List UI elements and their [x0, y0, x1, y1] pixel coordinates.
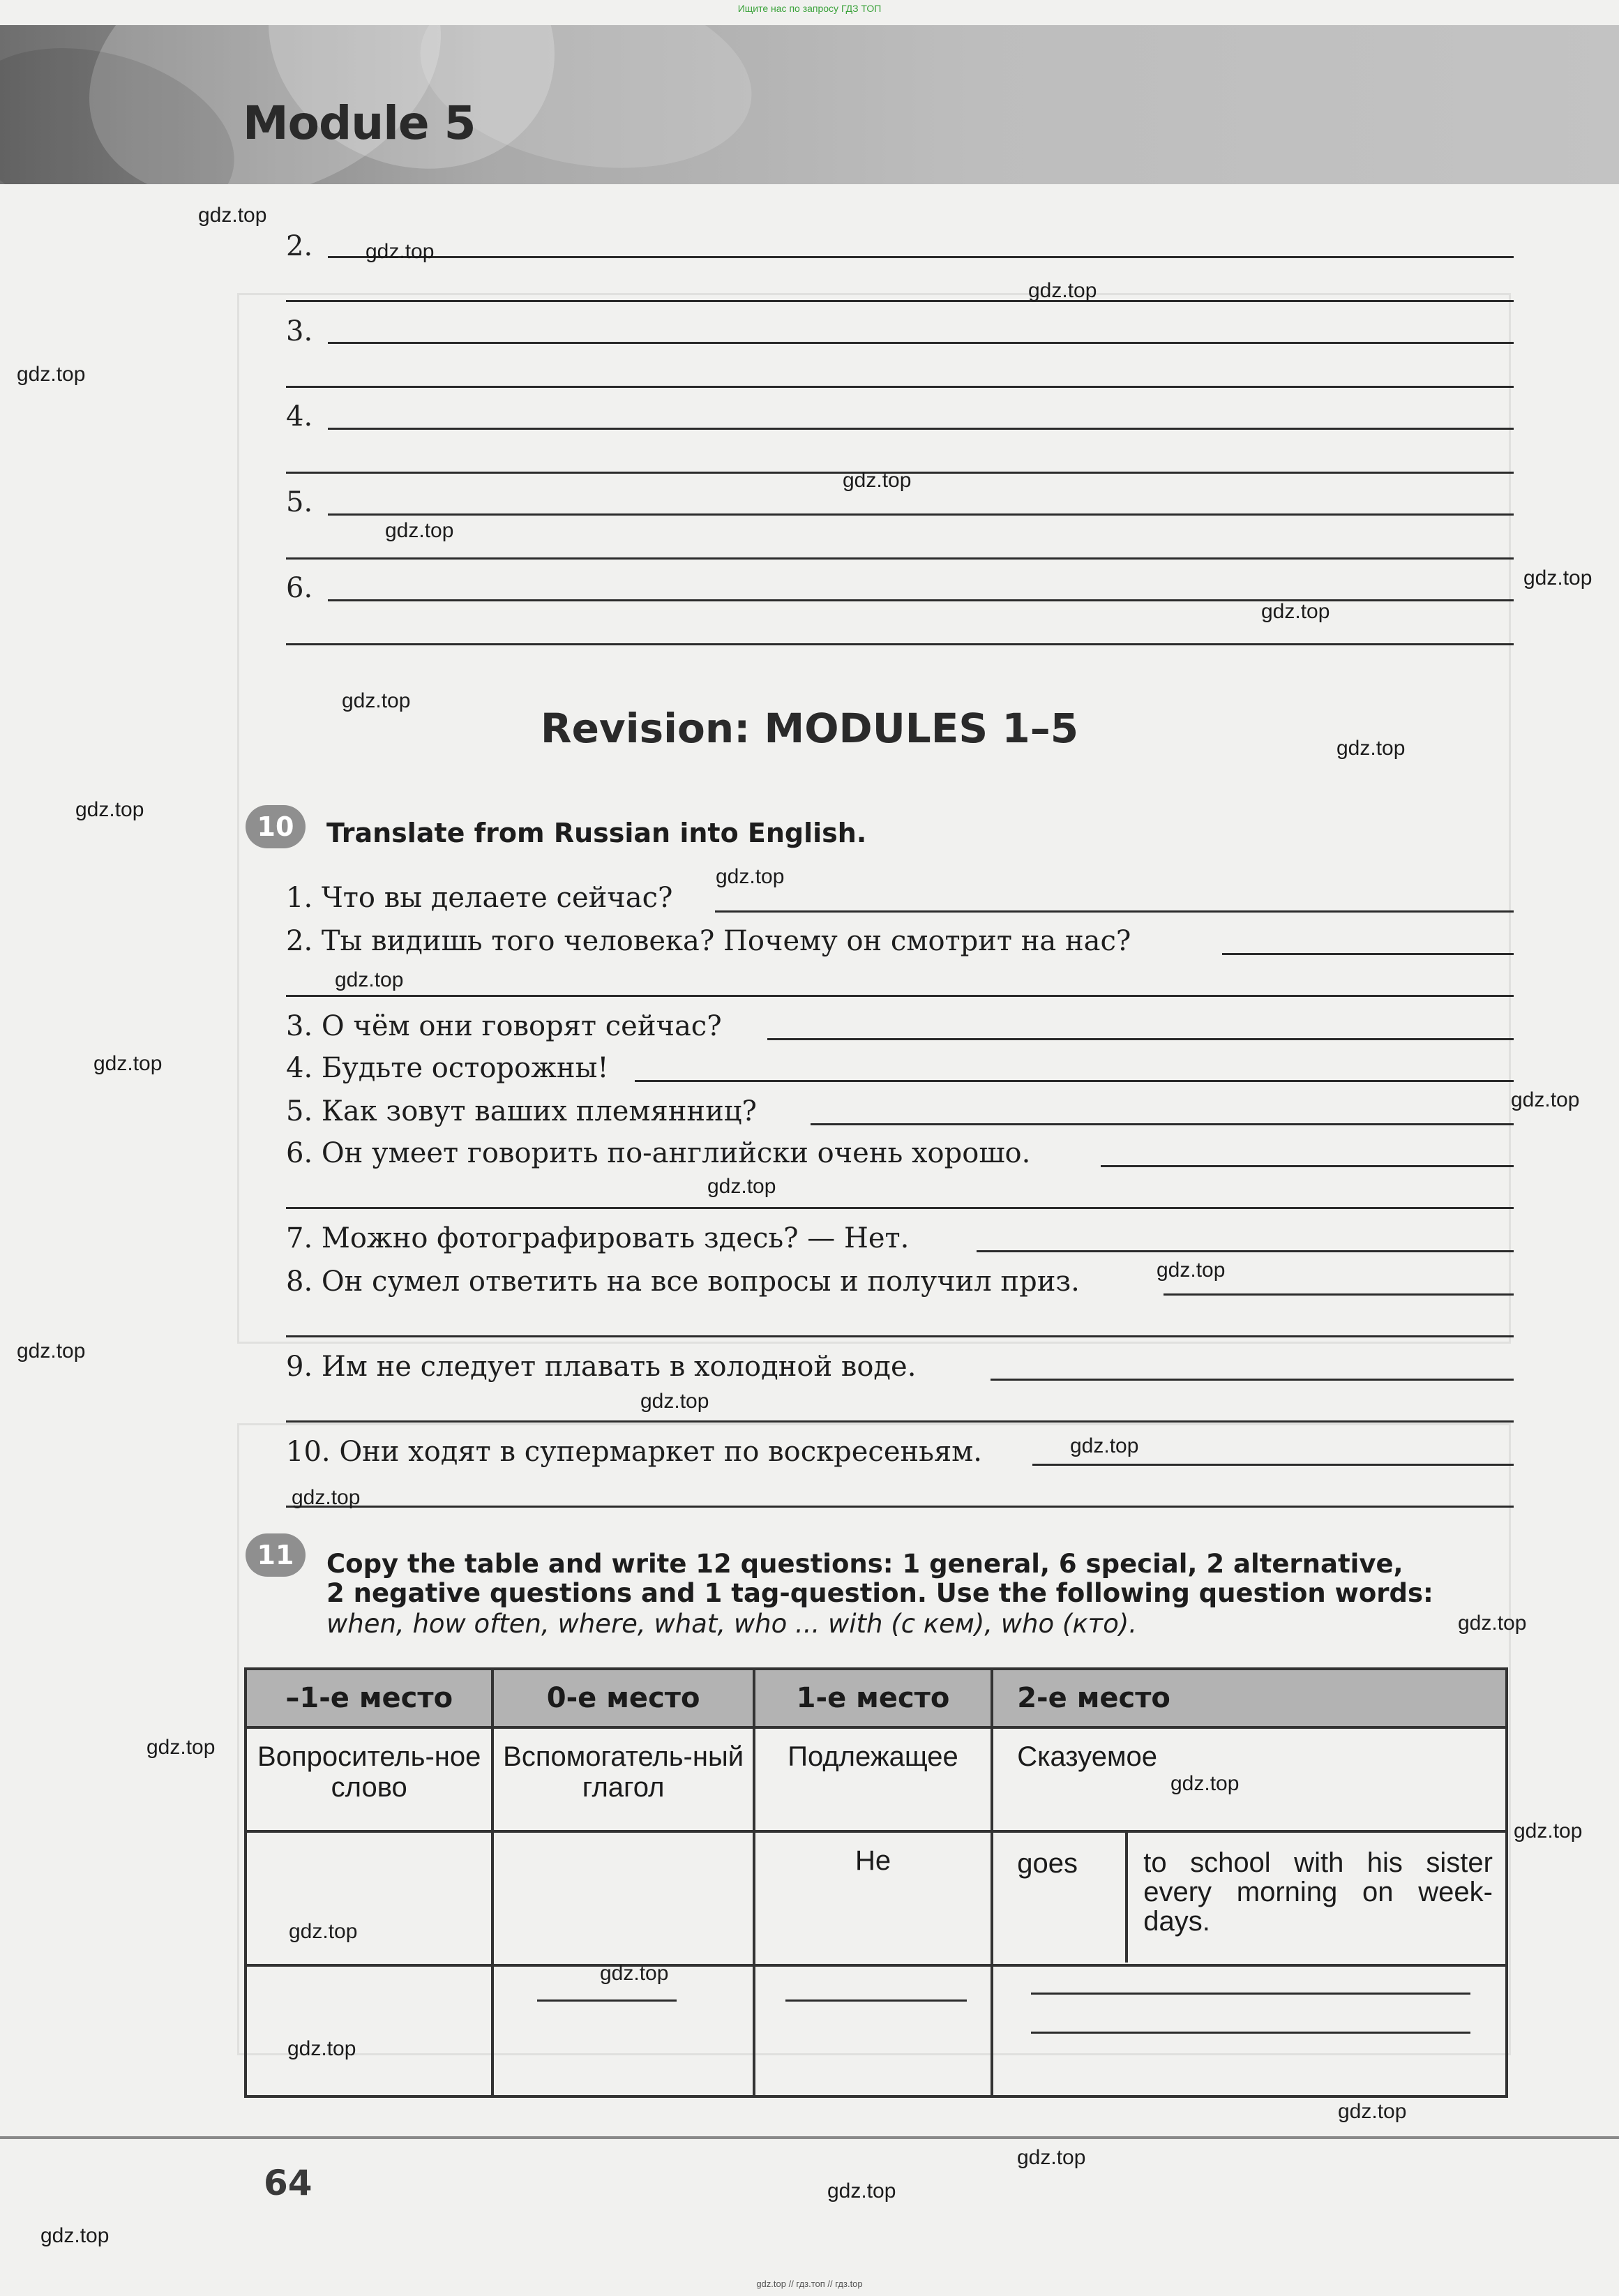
exercise-11-question-words: when, how often, where, what, who ... with (с кем), who (кто).	[326, 1609, 1138, 1639]
table-cell[interactable]	[246, 1831, 492, 1965]
answer-line-number: 3.	[286, 315, 313, 347]
answer-line[interactable]	[286, 1207, 1514, 1209]
answer-line[interactable]	[328, 599, 1514, 601]
table-header-cell: 0-е место	[492, 1669, 753, 1727]
exercise-10-item: 8. Он сумел ответить на все вопросы и получил приз.	[286, 1266, 1080, 1298]
answer-line-number: 5.	[286, 486, 313, 518]
answer-line[interactable]	[328, 428, 1514, 430]
exercise-10-instruction: Translate from Russian into English.	[326, 818, 867, 848]
watermark[interactable]: gdz.top	[366, 240, 435, 263]
table-cell	[492, 1727, 753, 1831]
table-cell	[246, 1727, 492, 1831]
footer-rule	[0, 2136, 1619, 2139]
exercise-11-badge: 11	[246, 1533, 306, 1577]
answer-line[interactable]	[715, 910, 1514, 913]
watermark[interactable]: gdz.top	[1170, 1772, 1240, 1795]
watermark[interactable]: gdz.top	[1338, 2100, 1407, 2123]
answer-line[interactable]	[767, 1038, 1514, 1040]
revision-title: Revision: MODULES 1–5	[540, 705, 1079, 752]
answer-line[interactable]	[1164, 1293, 1514, 1296]
exercise-10-item: 5. Как зовут ваших племянниц?	[286, 1095, 757, 1127]
watermark[interactable]: gdz.top	[1017, 2146, 1086, 2169]
answer-line[interactable]	[1222, 953, 1514, 955]
watermark[interactable]: gdz.top	[600, 1962, 669, 1985]
watermark[interactable]: gdz.top	[75, 798, 144, 821]
answer-line[interactable]	[328, 342, 1514, 344]
watermark[interactable]: gdz.top	[1070, 1434, 1139, 1457]
exercise-11-instruction-line-2: 2 negative questions and 1 tag-question. Use the following question words:	[326, 1578, 1433, 1608]
table-row	[246, 1727, 1507, 1831]
table-cell	[754, 1831, 992, 1965]
exercise-10-item: 6. Он умеет говорить по-английски очень хорошо.	[286, 1137, 1031, 1169]
answer-line-number: 4.	[286, 400, 313, 433]
example-subject: He	[854, 1845, 891, 1876]
exercise-10-item: 1. Что вы делаете сейчас?	[286, 882, 673, 914]
watermark[interactable]: gdz.top	[198, 204, 267, 227]
answer-line-number: 2.	[286, 230, 313, 262]
table-cell[interactable]	[754, 1965, 992, 2096]
answer-line[interactable]	[1032, 1464, 1514, 1466]
exercise-10-item: 2. Ты видишь того человека? Почему он смотрит на нас?	[286, 925, 1131, 957]
watermark[interactable]: gdz.top	[707, 1175, 776, 1198]
watermark[interactable]: gdz.top	[640, 1390, 709, 1413]
exercise-10-item: 9. Им не следует плавать в холодной воде.	[286, 1351, 917, 1383]
watermark[interactable]: gdz.top	[289, 1920, 358, 1943]
exercise-10-badge: 10	[246, 805, 306, 848]
exercise-10-item: 7. Можно фотографировать здесь? — Нет.	[286, 1222, 910, 1254]
answer-line[interactable]	[286, 557, 1514, 560]
watermark[interactable]: gdz.top	[827, 2179, 896, 2203]
table-cell	[992, 1831, 1507, 1965]
watermark[interactable]: gdz.top	[93, 1052, 163, 1075]
example-rest: to school with his sister every morning on week-days.	[1143, 1847, 1493, 1937]
watermark[interactable]: gdz.top	[17, 363, 86, 386]
exercise-11-instruction-line-1: Copy the table and write 12 questions: 1 general, 6 special, 2 alternative,	[326, 1549, 1403, 1579]
watermark[interactable]: gdz.top	[385, 519, 454, 542]
table-cell[interactable]	[492, 1831, 753, 1965]
answer-line[interactable]	[286, 1335, 1514, 1337]
watermark[interactable]: gdz.top	[40, 2224, 110, 2247]
watermark[interactable]: gdz.top	[146, 1736, 216, 1759]
watermark[interactable]: gdz.top	[1523, 567, 1592, 590]
answer-line[interactable]	[811, 1123, 1514, 1125]
table-header-row	[246, 1669, 1507, 1727]
category-label: Вспомогатель-ный глагол	[503, 1741, 744, 1803]
watermark[interactable]: gdz.top	[292, 1486, 361, 1509]
answer-line[interactable]	[286, 995, 1514, 997]
answer-line[interactable]	[286, 386, 1514, 388]
answer-line[interactable]	[286, 1420, 1514, 1423]
table-cell	[992, 1727, 1507, 1831]
answer-line[interactable]	[286, 300, 1514, 302]
table-header-cell: –1-е место	[246, 1669, 492, 1727]
top-note[interactable]: Ищите нас по запросу ГДЗ ТОП	[737, 3, 882, 14]
answer-line-number: 6.	[286, 572, 313, 604]
category-label: Подлежащее	[788, 1741, 958, 1772]
bottom-note[interactable]: gdz.top // гдз.топ // гдз.top	[756, 2279, 863, 2289]
answer-line[interactable]	[635, 1080, 1514, 1082]
answer-line[interactable]	[977, 1250, 1514, 1252]
answer-blank[interactable]	[1031, 2032, 1470, 2034]
watermark[interactable]: gdz.top	[1458, 1612, 1527, 1635]
answer-line[interactable]	[1101, 1165, 1514, 1167]
exercise-10-item: 3. О чём они говорят сейчас?	[286, 1010, 722, 1042]
answer-line[interactable]	[991, 1379, 1514, 1381]
page-number: 64	[264, 2163, 312, 2203]
answer-line[interactable]	[286, 643, 1514, 645]
watermark[interactable]: gdz.top	[1157, 1259, 1226, 1282]
table-cell[interactable]	[246, 1965, 492, 2096]
watermark[interactable]: gdz.top	[1511, 1088, 1580, 1111]
watermark[interactable]: gdz.top	[17, 1340, 86, 1363]
table-row	[246, 1965, 1507, 2096]
watermark[interactable]: gdz.top	[1028, 279, 1097, 302]
watermark[interactable]: gdz.top	[335, 968, 404, 991]
exercise-10-item: 10. Они ходят в супермаркет по воскресеньям.	[286, 1436, 983, 1468]
watermark[interactable]: gdz.top	[287, 2037, 356, 2060]
example-predicate: goes	[993, 1833, 1128, 1963]
answer-line[interactable]	[286, 1506, 1514, 1508]
answer-blank[interactable]	[1031, 1993, 1470, 1995]
table-header-cell: 1-е место	[754, 1669, 992, 1727]
module-title: Module 5	[243, 96, 476, 150]
exercise-10-item: 4. Будьте осторожны!	[286, 1052, 609, 1084]
watermark[interactable]: gdz.top	[1514, 1819, 1583, 1843]
watermark[interactable]: gdz.top	[843, 469, 912, 492]
watermark[interactable]: gdz.top	[1336, 737, 1406, 760]
watermark[interactable]: gdz.top	[716, 865, 785, 888]
category-label: Вопроситель-ное слово	[257, 1741, 481, 1803]
answer-line[interactable]	[328, 256, 1514, 258]
category-label: Сказуемое	[1017, 1741, 1157, 1772]
table-cell	[754, 1727, 992, 1831]
table-header-cell: 2-е место	[992, 1669, 1507, 1727]
table-cell[interactable]	[992, 1965, 1507, 2096]
watermark[interactable]: gdz.top	[342, 689, 411, 712]
table-row	[246, 1831, 1507, 1965]
answer-line[interactable]	[328, 513, 1514, 516]
answer-blank[interactable]	[785, 1999, 967, 2002]
watermark[interactable]: gdz.top	[1261, 600, 1330, 623]
answer-blank[interactable]	[537, 1999, 677, 2002]
